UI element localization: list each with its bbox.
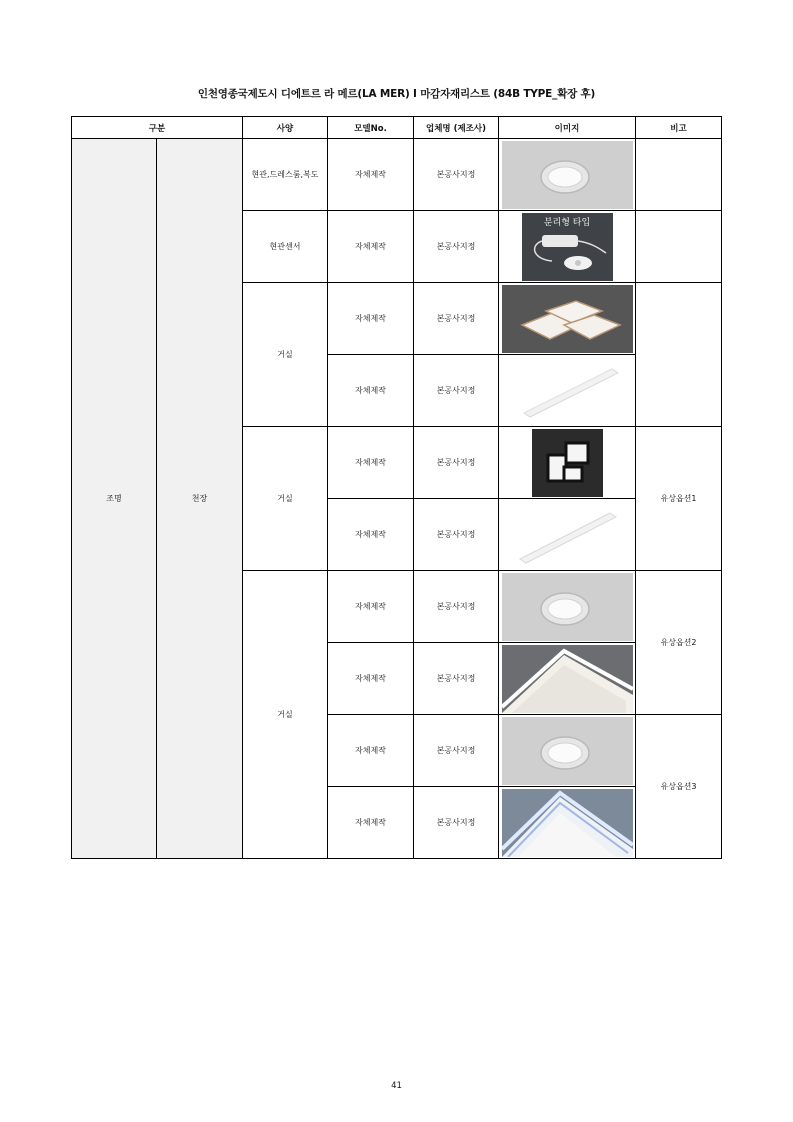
image-cell (499, 283, 636, 355)
table-row (72, 139, 722, 211)
image-cell (499, 499, 636, 571)
model-cell: 자체제작 (328, 139, 414, 211)
category-main-cell: 조명 (72, 139, 157, 859)
note-cell: 유상옵션2 (636, 571, 722, 715)
maker-cell: 본공사지정 (414, 715, 499, 787)
note-cell: 유상옵션3 (636, 715, 722, 859)
maker-cell: 본공사지정 (414, 283, 499, 355)
black-frame-light-image (532, 429, 603, 497)
model-cell: 자체제작 (328, 427, 414, 499)
image-cell (499, 715, 636, 787)
linear-light-image (502, 501, 633, 569)
cove-light-image (502, 645, 633, 713)
header-category: 구분 (72, 117, 243, 139)
model-cell: 자체제작 (328, 715, 414, 787)
downlight-image (502, 717, 633, 785)
table-header-row (72, 117, 722, 139)
category-sub-cell: 천장 (157, 139, 243, 859)
model-cell: 자체제작 (328, 571, 414, 643)
maker-cell: 본공사지정 (414, 211, 499, 283)
image-cell (499, 427, 636, 499)
image-cell (499, 787, 636, 859)
spec-cell: 현관,드레스룸,복도 (243, 139, 328, 211)
spec-cell: 거실 (243, 283, 328, 427)
header-maker: 업체명 (제조사) (414, 117, 499, 139)
header-image: 이미지 (499, 117, 636, 139)
maker-cell: 본공사지정 (414, 355, 499, 427)
downlight-image (502, 141, 633, 209)
finish-material-table (71, 116, 722, 859)
note-cell (636, 139, 722, 211)
sensor-image-label: 분리형 타입 (543, 217, 590, 228)
model-cell: 자체제작 (328, 787, 414, 859)
document-title: 인천영종국제도시 디에트르 라 메르(LA MER) Ⅰ 마감자재리스트 (84B TYPE_확장 후) (197, 88, 596, 100)
image-cell (499, 139, 636, 211)
maker-cell: 본공사지정 (414, 139, 499, 211)
spec-cell: 현관센서 (243, 211, 328, 283)
model-cell: 자체제작 (328, 211, 414, 283)
image-cell (499, 571, 636, 643)
maker-cell: 본공사지정 (414, 643, 499, 715)
header-spec: 사양 (243, 117, 328, 139)
header-model: 모델No. (328, 117, 414, 139)
spec-cell: 거실 (243, 427, 328, 571)
square-panel-light-image (502, 285, 633, 353)
note-cell (636, 283, 722, 427)
maker-cell: 본공사지정 (414, 427, 499, 499)
sensor-light-image (522, 213, 613, 281)
image-cell (499, 643, 636, 715)
maker-cell: 본공사지정 (414, 499, 499, 571)
downlight-image (502, 573, 633, 641)
cove-light-image-blue (502, 789, 633, 857)
model-cell: 자체제작 (328, 355, 414, 427)
page-number: 41 (391, 1081, 402, 1091)
model-cell: 자체제작 (328, 499, 414, 571)
spec-cell: 거실 (243, 571, 328, 859)
header-note: 비고 (636, 117, 722, 139)
maker-cell: 본공사지정 (414, 571, 499, 643)
note-cell: 유상옵션1 (636, 427, 722, 571)
note-cell (636, 211, 722, 283)
model-cell: 자체제작 (328, 283, 414, 355)
image-cell (499, 211, 636, 283)
model-cell: 자체제작 (328, 643, 414, 715)
image-cell (499, 355, 636, 427)
linear-light-image (502, 357, 633, 425)
maker-cell: 본공사지정 (414, 787, 499, 859)
